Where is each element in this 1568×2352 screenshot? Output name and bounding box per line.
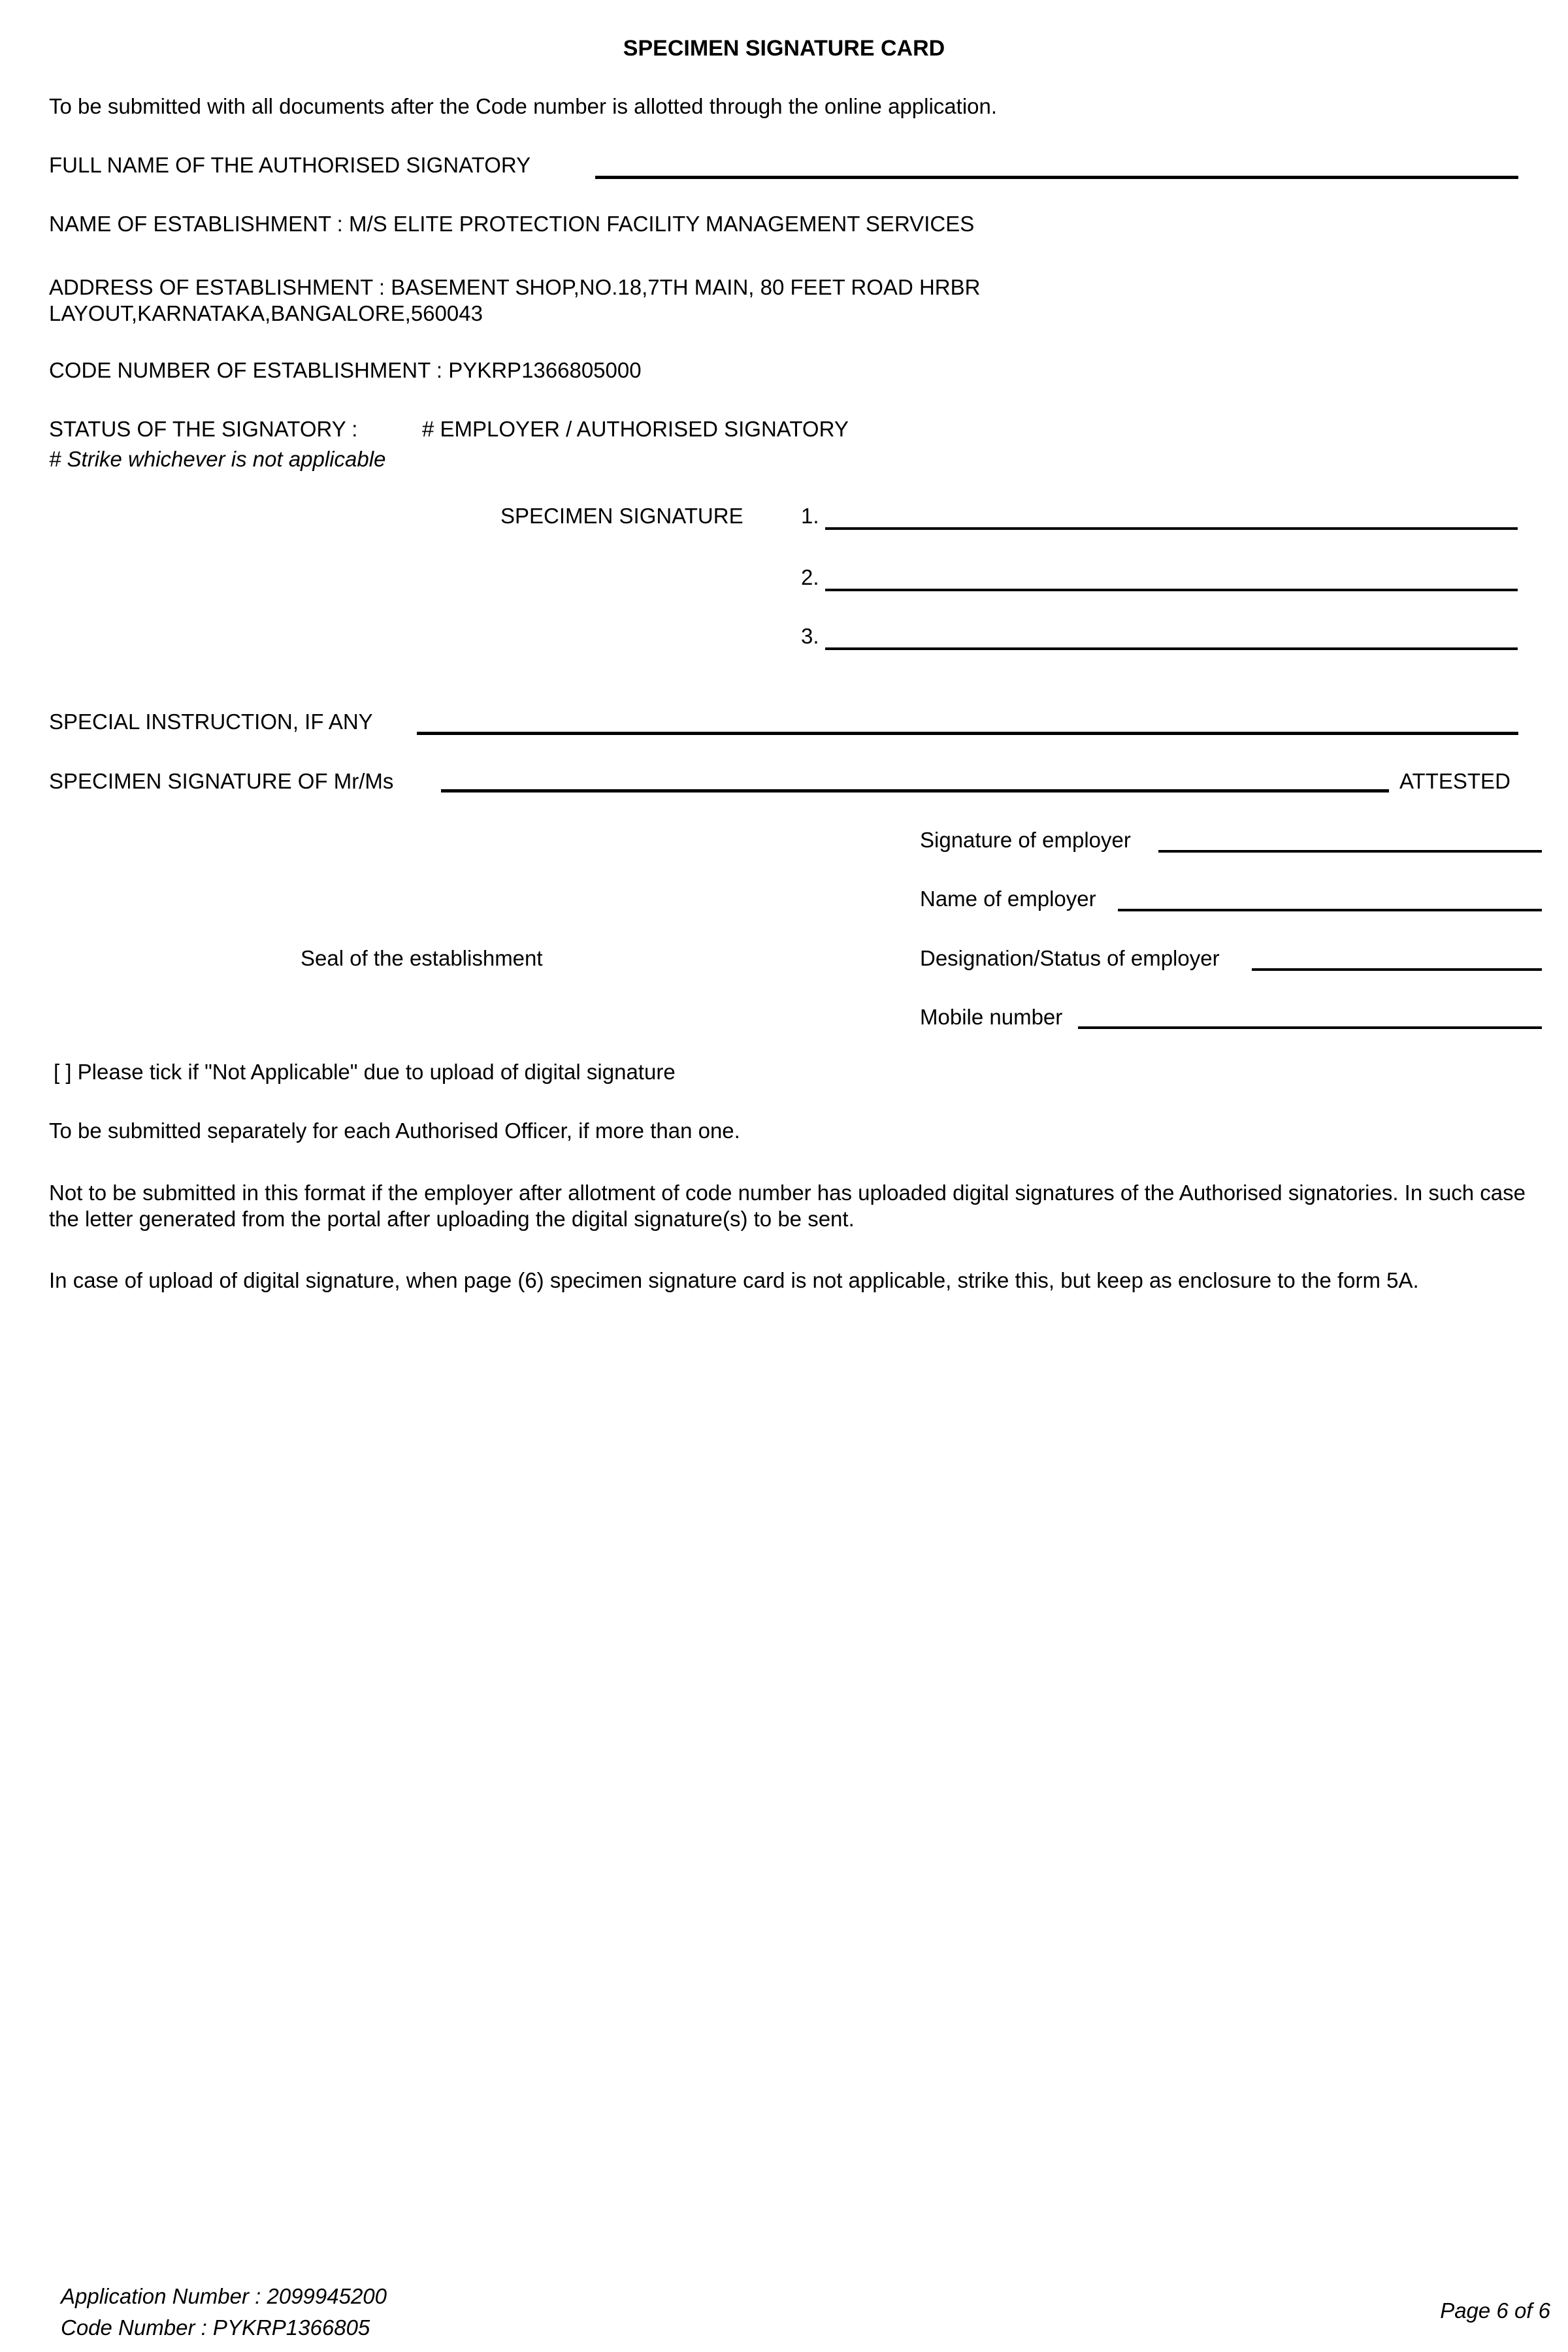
- mobile-number-label: Mobile number: [920, 1005, 1063, 1029]
- signature-of-employer-blank-line: [1158, 850, 1542, 853]
- digital-signature-note: In case of upload of digital signature, when page (6) specimen signature card is not applicable, strike this, but keep as enclosure to the form 5A.: [49, 1268, 1419, 1292]
- specimen-of-blank-line: [441, 789, 1389, 792]
- signature-row-3-number: 3.: [801, 624, 819, 648]
- seal-of-establishment-label: Seal of the establishment: [301, 946, 543, 970]
- designation-of-employer-blank-line: [1252, 968, 1542, 971]
- full-name-blank-line: [595, 176, 1518, 179]
- full-name-label: FULL NAME OF THE AUTHORISED SIGNATORY: [49, 153, 531, 177]
- page-title: SPECIMEN SIGNATURE CARD: [623, 36, 945, 61]
- special-instruction-label: SPECIAL INSTRUCTION, IF ANY: [49, 710, 373, 734]
- strike-note: # Strike whichever is not applicable: [49, 447, 386, 471]
- status-value: # EMPLOYER / AUTHORISED SIGNATORY: [422, 417, 849, 441]
- name-of-employer-blank-line: [1118, 909, 1542, 911]
- mobile-number-blank-line: [1078, 1026, 1542, 1029]
- footer-page-number: Page 6 of 6: [1440, 2298, 1550, 2323]
- attested-label: ATTESTED: [1399, 769, 1511, 793]
- establishment-code-number: CODE NUMBER OF ESTABLISHMENT : PYKRP1366805000: [49, 358, 642, 382]
- signature-row-2-blank-line: [825, 589, 1518, 591]
- signature-row-1-blank-line: [825, 527, 1518, 530]
- footer-application-number: Application Number : 2099945200: [61, 2284, 387, 2308]
- not-applicable-tick-note: [ ] Please tick if "Not Applicable" due to upload of digital signature: [54, 1060, 676, 1084]
- establishment-name: NAME OF ESTABLISHMENT : M/S ELITE PROTECTION FACILITY MANAGEMENT SERVICES: [49, 212, 975, 236]
- signature-row-2-number: 2.: [801, 565, 819, 589]
- signature-row-3-blank-line: [825, 647, 1518, 650]
- status-label: STATUS OF THE SIGNATORY :: [49, 417, 358, 441]
- specimen-signature-label: SPECIMEN SIGNATURE: [500, 504, 743, 528]
- signature-row-1-number: 1.: [801, 504, 819, 528]
- name-of-employer-label: Name of employer: [920, 887, 1096, 911]
- designation-of-employer-label: Designation/Status of employer: [920, 946, 1220, 970]
- special-instruction-blank-line: [417, 732, 1518, 735]
- specimen-of-label: SPECIMEN SIGNATURE OF Mr/Ms: [49, 769, 394, 793]
- submit-each-note: To be submitted separately for each Authorised Officer, if more than one.: [49, 1119, 740, 1143]
- signature-of-employer-label: Signature of employer: [920, 828, 1131, 852]
- intro-note: To be submitted with all documents after the Code number is allotted through the online application.: [49, 94, 998, 118]
- footer-code-number: Code Number : PYKRP1366805: [61, 2315, 370, 2340]
- establishment-address: ADDRESS OF ESTABLISHMENT : BASEMENT SHOP,NO.18,7TH MAIN, 80 FEET ROAD HRBR LAYOUT,KARNATAKA,BANGALORE,560043: [49, 275, 981, 325]
- not-to-submit-note: Not to be submitted in this format if the employer after allotment of code number has uploaded digital signatures of the Authorised signatories. In such case the letter generated from the portal after uploading the digital signature(s) to be sent.: [49, 1181, 1526, 1231]
